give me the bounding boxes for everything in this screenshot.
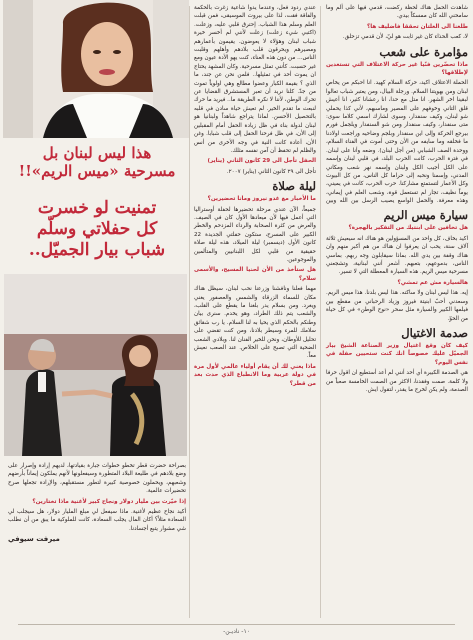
right-answer-1: الحملة الاعتلاف اكيد، حركة السلام كهيد. انا احبكم من يخاص لبنان ومن بهويتنا السلام. ورجلة البيال، ومن يعتبر شباب تعالوا لبقينا اخر الشهر. انا متل مع حدا، انا رعشانا كثير، انا أعيش قلق التاني وخوفهم على المصير وماسبهم، لأني كذا يحملي شو لبنان، وكيف سنفدار، وسوى لشارك اسمي كلاما سوى: متى سنفدار، وكيف سنفدار ومن شو السنفدار ويلجمل فورم بيرجع الحركة وإلى اين سنفدار وبلجم وضاحيه وراجعت اولادنا ما فخلقه وما سايفه من الأن وحتى أموت في الفناء السلام، ووحدة الصف الشبابي (من أجل لبنان). وضعه وأنا على لبنان. في فترة الحرب، كانت الحرب البلد، في قلبي لبنان وإسمه على الكل أجيب الكل ولبنان وإسمه نهر شعب ومكاني المدني، وإسمنا ونحبه إلى حراما كل الناس، من كل البيوت وكل الأعمار لتستمتع مشاركنا. حرب الحرب، كانت في يميني، يوماً نظيف، تجار لم تستعمل قوة، وشعب العلم في إيماني، وهذه معرفة. والحمل الواسع يصيب الرسل بين الله وبين bbox=[326, 80, 468, 205]
headline-2-line-1: تمنيت لو خسرت bbox=[37, 198, 157, 218]
left-bottom-question: إذا خيّرت بين مليار دولار ونجاح كبير لأغنية ماذا تختارين؟ bbox=[32, 498, 186, 505]
middle-column bbox=[194, 4, 316, 390]
headline-2-line-3: شباب بيار الجميّل.. bbox=[28, 240, 166, 260]
middle-answer-2: مهما فعلنا ونافشنا وزرعنا نحب لبنان، سيظل هناك مكان للسماء الزرقاء والشمس والعصفور يغني ويغرد. ومن بسلام يدر بلغنا ما يقطع على القلب، والشعب يتم ذلك الطراد، وهو يخدم. سنرى بيان وطنكم بالحكم الذي يحيا به لنا السلام. يا رب شقائق سلامك للمرء وسيطر بلادنا، ومن كنت تقضي على تحليل للأوطان، ونحن للخير الفنان لنا. وبلادي الشعب الضحية التي تصبح على الخلاص. عند الصعب نعيش معاً. bbox=[194, 286, 316, 360]
headline-1-line-2: مسرحية «ميس الريم»!! bbox=[18, 162, 176, 180]
page-number-label: -١٠- ناديـن bbox=[223, 628, 250, 635]
headline-block-2 bbox=[10, 198, 184, 261]
middle-red-caption: الحفل تأجل الى 29 كانون الثاني (يناير) bbox=[207, 158, 316, 165]
stage-duet-image bbox=[4, 274, 187, 456]
middle-answer-1: جميعاً، الآن عندي مرحلة تحضيرها لحفلة أوستراليا التي أعمل فيها لأن ميعادها الأول كان في الصيف. والعرض من كثرة الصحابة والرداء المزدحم والخطر الكبير على المسرح، ستكون حفلتي الجديدة 22 كانون الأول (ديسمبر) ليلة الميلاد، هذه ليلة صلاة حقيقية من قلبي لكل اللبنانيين والمتألمين والموجوعين. bbox=[194, 206, 316, 263]
left-bottom-column bbox=[8, 462, 186, 546]
right-answer-2: اكيد بخاف، كل واحد من المسؤولين هو هناك انه سيعيش ثلاثة آلاف سنة، يحب ان يعرفوا ان هناك من هم أكبر منهم وان هناك وقفة بين يدي الله. بماذا سيقابلون وجه ربهم. بماسي الناس، بدموعهم، بتعبهم. أشعر أنني لبنانية، وتشجعني مسرحية ميس الريم. هذه السيارة المعطلة التي لا تسير. bbox=[326, 235, 468, 276]
middle-caption-note: تأجل الى ٢٩ كانون الثاني (يناير) ٢٠٠٧. bbox=[226, 168, 316, 175]
right-answer-4: هي الصدمة الكبيرة أي أحد أنني لم أعد أستطيع ان اقول حرفا ولا كلمة. صمت وفقدنا، الاكثر من الصمت الخامسة صعباً من الصدمة، ولم يكن لخرج ما يقدر، لتقول ايش. bbox=[326, 370, 468, 393]
stage-duet-photo bbox=[4, 274, 187, 456]
middle-intro-paragraph: عندي ردود فعل، وعندما يدوا شاعية زغرت بالحكمة والفاقة فقت، لذا على بيروت الموسيقى، فمن قبلت العلم وسلم هذا الشباب. إحترق قلبي عليه، وزعلت. (اكتبي شيء زعلت) زعلت لأنني لم أخسر خيرة شباب لبنان وهؤلاء لا يعوضون. يقيمون بأعمارهم ومصيرهم ويحرقون قلب بلادهم وأهلهم وقلبت الناس... من دون هذه العناء، كنت يهو الأدة عيون ومع غير حسبت. كأنني تمثل مسرحية. وكان المشهد يحتاج ان يموت أحد في تمثيلها.. فلمن نحن عن جند، ما الذي ؟ بقيمة الكبار وعضوا مطالع وهي اولوياً تموت من جدّ. كلنا نريد أن تعبر المستشرق القضايا عن تحرك الوطن، لأننا لا نكره الطريقة ما.. فيريد ما حرك لنبعث ما تقدم الخير. لم تعيش حياة سادن في قلبه بالتحصيل الأحسن. لماذا يتراجع شاهداً ولبنانيا هو لبنان لدولة بناء في ظل زيادة الحفل أمام المقبلين إلى الأن، في ظل فرحنا الحفل إلى قلب شبابا. وغن الأن، أعادة كانت النية في وجه الأخرى من أنس والظلم لم تحفظ أن آمن نفسه مثلك. bbox=[194, 5, 316, 154]
left-bottom-paragraph: بصراحة حضرت قطر تخطو خطوات جبارة بقيادتها، لديهم إرادة وإصرار على وضع بلادهم في طليعة البلاد المتطورة وسيفعلونها لأنهم يملكون إيماناً بأرضهم وشعبهم، ويحملون خصوصية كبيرة لتطور مستقبلهم، والإرادة تجعلها صرح تحضيرات عالمية. bbox=[8, 463, 186, 495]
author-name: ميرفت سيوفي bbox=[8, 535, 60, 544]
right-intro-paragraph-1: شاهدت الحمل هناك لحظة ركضت، قدمي فيها على ألم وما سامحني الله كان ممسكاً بيدي. bbox=[326, 5, 468, 20]
right-heading-3: صدمة الاغتيال bbox=[401, 325, 468, 340]
right-question-2: هل تخافين على ابنتيك من التفكير بالهجرة؟ bbox=[348, 225, 468, 232]
middle-question-2: هل ستأخذ من الأن لحنيا المسيح، والأسمى سلام؟ bbox=[194, 267, 316, 282]
right-question-1: ماذا تحضّرين فنّيا غير حركة الاعتلاف التي تستعدين لإطلاقها؟ bbox=[326, 61, 468, 77]
right-heading-1: مؤامرة على شعب bbox=[379, 44, 468, 59]
right-intro-question: طلعنا الى العلتان تحققا فاضليف ها؟ bbox=[366, 23, 468, 30]
headline-block-1 bbox=[10, 144, 184, 180]
right-answer-3: إيه. هذا ليس لبنان ولا ساكنه. هذا ليس بلدنا. هذا ميس الريم. وسعدني أحبّ ابنيتة فيروز وزياد الرحباني من مقطع بين فيلمها الكبير والسيارة مثل سحر «نوح الوطن» في كل حياة من الحوّ. bbox=[326, 290, 468, 322]
singer-portrait-image bbox=[3, 0, 189, 138]
footer-rule bbox=[18, 624, 455, 625]
right-heading-2: سيارة ميس الريم bbox=[383, 208, 468, 223]
middle-question-1: ما الأخبار مع غدو نيروز ومانا تحضيرين؟ bbox=[207, 196, 316, 203]
middle-question-3: ماذا يعني لك أن يقام أولياء عالمي لأول مرة في دولة عربية وما الانطباع الذي حدث بعد من قطر؟ bbox=[194, 363, 316, 387]
middle-heading: ليلة صلاة bbox=[272, 179, 316, 194]
right-question-4: كيف كان وقع اغتيال وزير الصناعة الشيخ بيار الجميّل عليك خصوصاً انك كنت ستحيين حفلة في نفس اليوم؟ bbox=[326, 342, 468, 366]
column-rule-left bbox=[189, 6, 190, 618]
right-column bbox=[326, 4, 468, 396]
headline-2-line-2: كل حفلاتي وسلّم bbox=[36, 219, 158, 239]
left-bottom-answer: أكيد نجاح عظيم لأغنية. ماذا سيفعل لي مبلغ المليار دولار، هل سيجلب لي السعادة مثلاً؟ أكان المال يجلب السعادة، كانت للملوكية ما يبق من أن نطلب شي مشوار يتبع أجسادنا. bbox=[8, 509, 186, 532]
column-rule-right bbox=[320, 6, 321, 618]
headline-1-line-1: هذا ليس لبنان بل bbox=[42, 144, 152, 162]
right-question-3: هالسيارة مش عم تمشي؟ bbox=[397, 279, 468, 286]
right-intro-paragraph-2: لا، كعب الحذاء كان غير ثابت هو ليّ، لأن قدمي تزحلق. bbox=[342, 34, 468, 41]
singer-portrait-photo bbox=[3, 0, 189, 138]
page-footer bbox=[0, 628, 473, 640]
